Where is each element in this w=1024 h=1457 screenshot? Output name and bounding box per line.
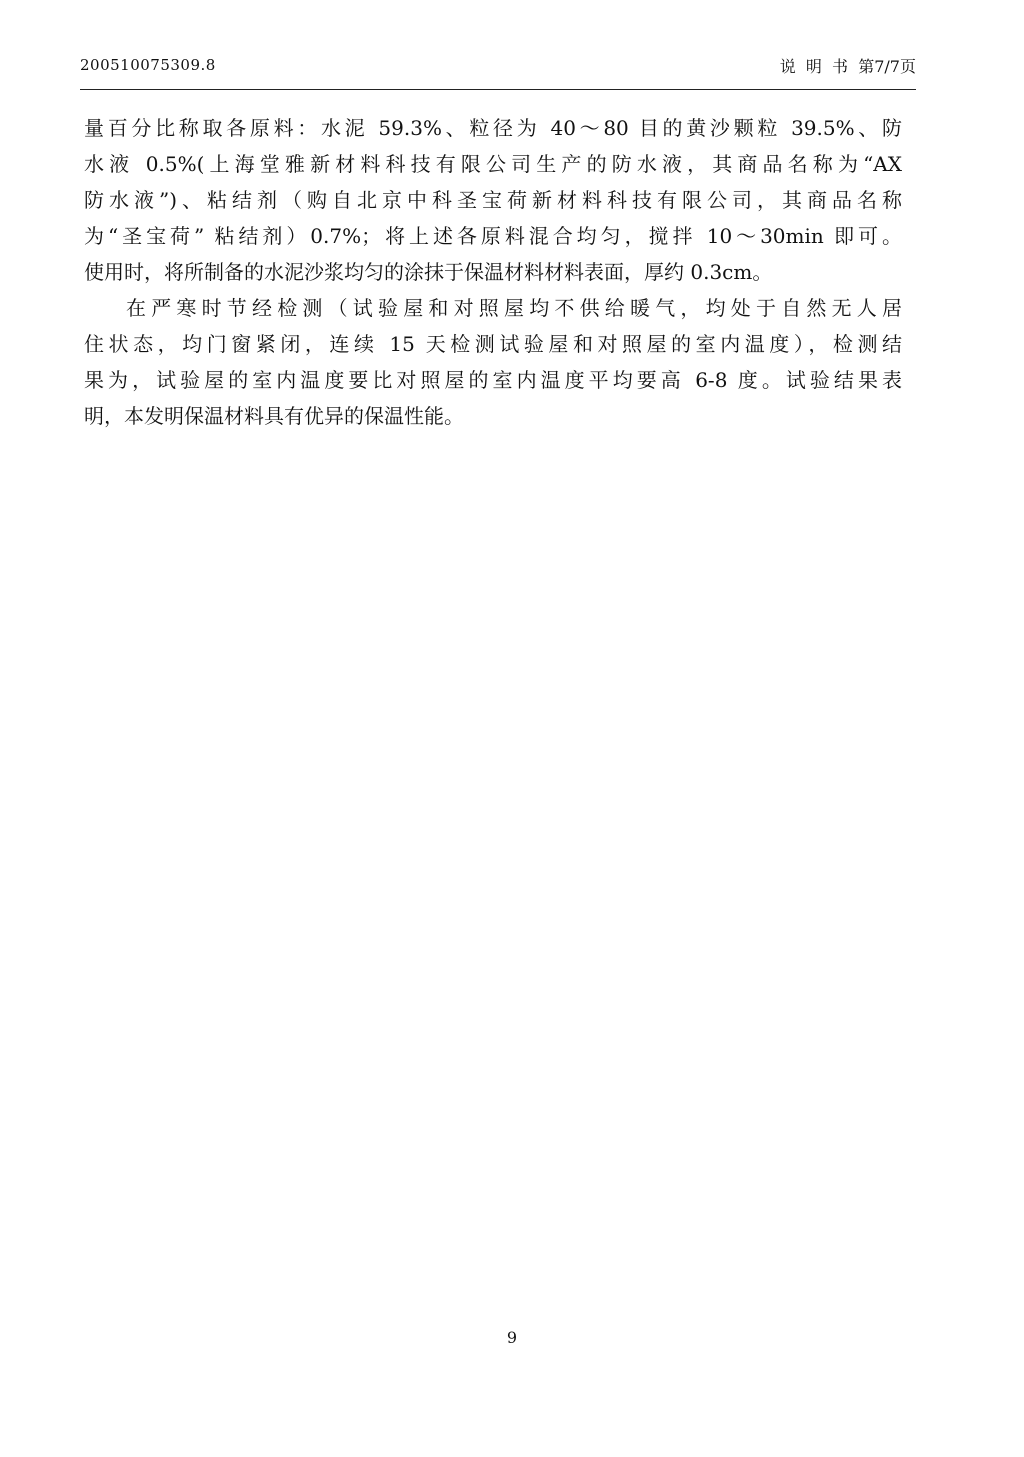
text-line: 住状态，均门窗紧闭，连续 15 天检测试验屋和对照屋的室内温度），检测结	[84, 332, 902, 356]
text-line: 防水液”)、粘结剂（购自北京中科圣宝荷新材料科技有限公司，其商品名称	[84, 188, 902, 212]
page-number: 9	[506, 1328, 518, 1347]
header-title	[780, 54, 916, 77]
document-type: 说 明 书	[779, 57, 849, 76]
text-line: 在严寒时节经检测（试验屋和对照屋均不供给暖气，均处于自然无人居	[126, 296, 902, 320]
document-body	[84, 110, 902, 434]
paragraph-2	[84, 290, 902, 434]
text-line: 水液 0.5%(上海堂雅新材料科技有限公司生产的防水液，其商品名称为“AX	[84, 152, 902, 176]
text-line: 为“圣宝荷” 粘结剂）0.7%；将上述各原料混合均匀，搅拌 10～30min 即可。	[84, 224, 902, 248]
text-line: 明，本发明保温材料具有优异的保温性能。	[84, 404, 464, 428]
paragraph-1	[84, 110, 902, 290]
text-line: 量百分比称取各原料：水泥 59.3%、粒径为 40～80 目的黄沙颗粒 39.5%、防	[84, 116, 902, 140]
application-number: 200510075309.8	[80, 56, 216, 74]
text-line: 使用时，将所制备的水泥沙浆均匀的涂抹于保温材料材料表面，厚约 0.3cm。	[84, 260, 773, 284]
text-line: 果为，试验屋的室内温度要比对照屋的室内温度平均要高 6-8 度。试验结果表	[84, 368, 902, 392]
page-label: 第7/7页	[858, 57, 916, 76]
page-header	[80, 50, 916, 90]
